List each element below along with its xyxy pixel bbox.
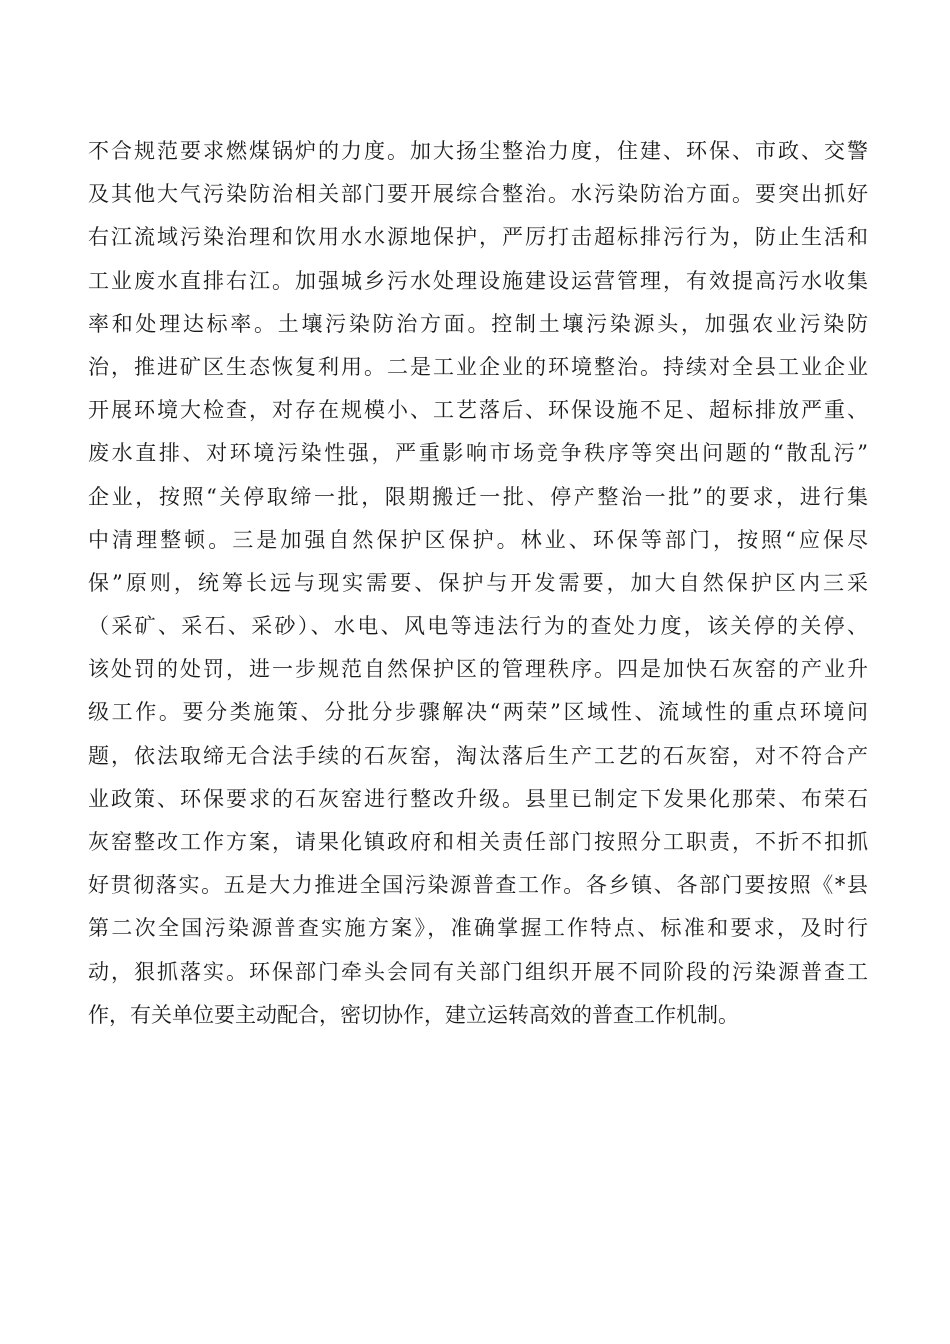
text-line: 级工作。要分类施策、分批分步骤解决“两荣”区域性、流域性的重点环境问 xyxy=(88,700,868,725)
text-line: 工业废水直排右江。加强城乡污水处理设施建设运营管理，有效提高污水收集 xyxy=(88,268,868,293)
body-paragraph xyxy=(88,130,868,1037)
text-line: 保”原则，统筹长远与现实需要、保护与开发需要，加大自然保护区内三采 xyxy=(88,570,868,595)
text-line: 废水直排、对环境污染性强，严重影响市场竞争秩序等突出问题的“散乱污” xyxy=(88,441,868,466)
text-line-last: 作，有关单位要主动配合，密切协作，建立运转高效的普查工作机制。 xyxy=(88,1002,739,1027)
text-line: 及其他大气污染防治相关部门要开展综合整治。水污染防治方面。要突出抓好 xyxy=(88,182,868,207)
text-line: 右江流域污染治理和饮用水水源地保护，严厉打击超标排污行为，防止生活和 xyxy=(88,225,868,250)
text-line: 不合规范要求燃煤锅炉的力度。加大扬尘整治力度，住建、环保、市政、交警 xyxy=(88,139,868,163)
text-line: 动，狠抓落实。环保部门牵头会同有关部门组织开展不同阶段的污染源普查工 xyxy=(88,959,868,984)
text-line: 第二次全国污染源普查实施方案》，准确掌握工作特点、标准和要求，及时行 xyxy=(88,916,868,941)
text-line: 开展环境大检查，对存在规模小、工艺落后、环保设施不足、超标排放严重、 xyxy=(88,398,868,423)
text-line: 中清理整顿。三是加强自然保护区保护。林业、环保等部门，按照“应保尽 xyxy=(88,527,868,552)
text-line: 灰窑整改工作方案，请果化镇政府和相关责任部门按照分工职责，不折不扣抓 xyxy=(88,830,868,854)
text-line: 率和处理达标率。土壤污染防治方面。控制土壤污染源头，加强农业污染防 xyxy=(88,311,868,336)
text-line: 企业，按照“关停取缔一批，限期搬迁一批、停产整治一批”的要求，进行集 xyxy=(88,484,868,509)
text-line: 业政策、环保要求的石灰窑进行整改升级。县里已制定下发果化那荣、布荣石 xyxy=(88,786,868,811)
text-line: 题，依法取缔无合法手续的石灰窑，淘汰落后生产工艺的石灰窑，对不符合产 xyxy=(88,743,868,768)
text-line: 好贯彻落实。五是大力推进全国污染源普查工作。各乡镇、各部门要按照《*县 xyxy=(88,873,868,898)
text-line: 该处罚的处罚，进一步规范自然保护区的管理秩序。四是加快石灰窑的产业升 xyxy=(88,657,868,682)
text-line: 治，推进矿区生态恢复利用。二是工业企业的环境整治。持续对全县工业企业 xyxy=(88,354,868,379)
text-line: （采矿、采石、采砂）、水电、风电等违法行为的查处力度，该关停的关停、 xyxy=(88,614,868,639)
